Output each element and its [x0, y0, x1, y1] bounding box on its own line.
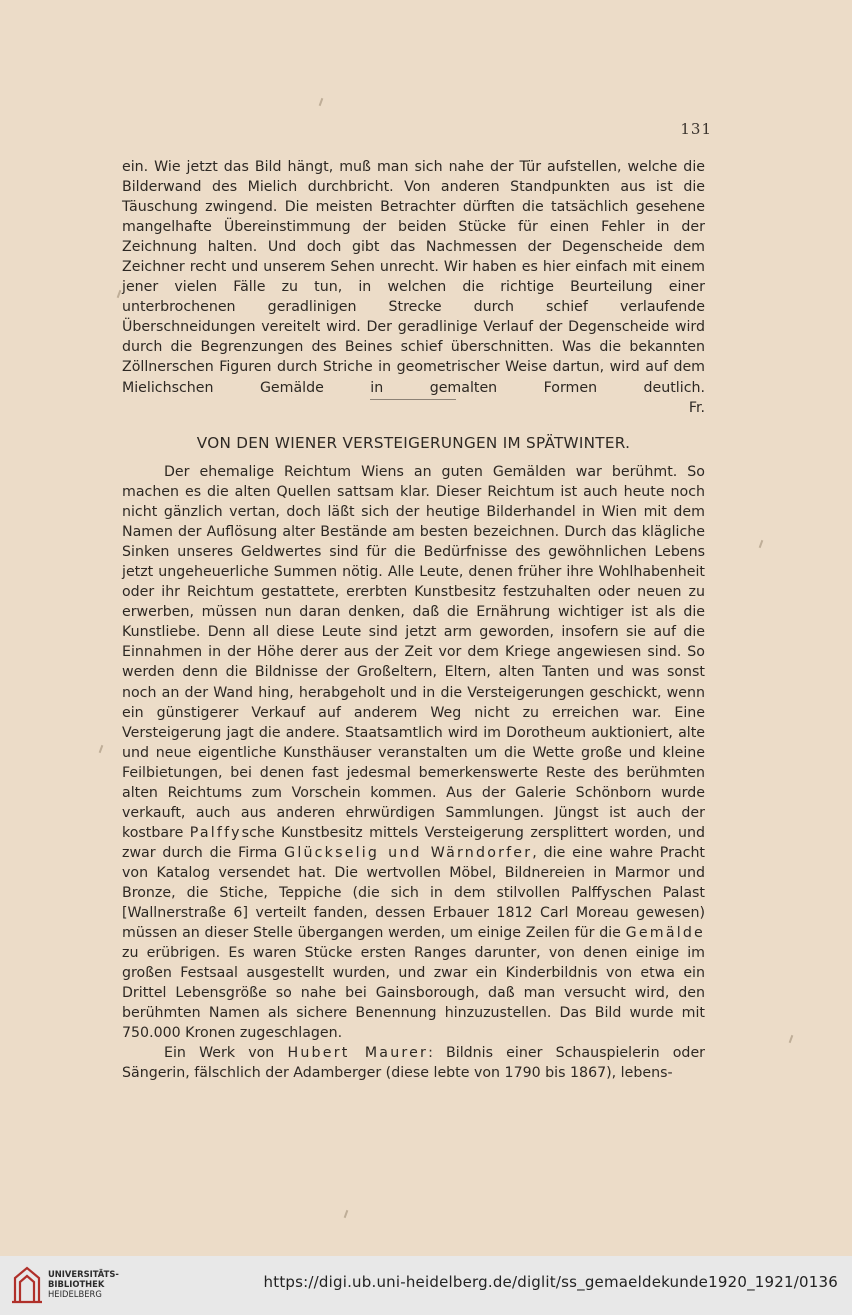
section-heading: VON DEN WIENER VERSTEIGERUNGEN IM SPÄTWINTER. — [196, 434, 631, 452]
spaced-firm-name: Glückselig und Wärndorfer — [284, 844, 533, 861]
paragraph-text: ein. Wie jetzt das Bild hängt, muß man sich nahe der Tür aufstellen, welche die Bilderwand des Mielich durchbricht. Von anderen Standpunkten aus ist die Täuschung zwingend. Die meisten Betrachter dürften die tatsächlich gesehene mangelhafte Übereinstimmung der beiden Stücke für einen Fehler in der Zeichnung halten. Und doch gibt das Nachmessen der Degenscheide dem Zeichner recht und unserem Sehen unrecht. Wir haben es hier einfach mit einem jener vielen Fälle zu tun, in welchen die richtige Beurteilung einer unterbrochenen geradlinigen Strecke durch schief verlaufende Überschneidungen vereitelt wird. Der geradlinige Verlauf der Degenscheide wird durch die Begrenzungen des Beines schief überschnitten. Was die bekannten Zöllnerschen Figuren durch Striche in geometrischer Weise dartun, wird auf dem Mielichschen Gemälde in gemalten Formen deutlich. — [122, 159, 705, 396]
institution-line-3: HEIDELBERG — [48, 1289, 102, 1299]
paper-speck — [319, 98, 324, 106]
paper-speck — [99, 745, 104, 753]
spaced-name-maurer: Hubert Maurer — [287, 1045, 429, 1062]
paragraph-text-part: sche Kunstbesitz mittels Versteigerung zersplittert worden, und zwar durch die Firma — [122, 824, 705, 861]
spaced-name-palffy: Palffy — [189, 824, 242, 841]
paragraph-text-part: zu erübrigen. Es waren Stücke ersten Ranges darunter, von denen einige im großen Festsaal ausgestellt wurden, und zwar ein Kinderbildnis von etwa ein Drittel Lebensgröße so nahe bei Gainsborough, daß man versucht wird, den berühmten Namen als sichere Benennung hinzuzustellen. Das Bild wurde mit 750.000 Kronen zugeschlagen. — [122, 945, 705, 1042]
spaced-word-gemaelde: Gemälde — [625, 925, 705, 942]
institution-line-2: BIBLIOTHEK — [48, 1279, 105, 1289]
library-footer-bar — [0, 1256, 852, 1315]
paper-speck — [759, 540, 764, 548]
page-number: 131 — [680, 120, 712, 138]
paragraph-text-part: Ein Werk von — [164, 1045, 275, 1062]
author-signature: Fr. — [688, 399, 705, 416]
institution-name — [48, 1269, 119, 1299]
paper-speck — [344, 1210, 349, 1218]
body-paragraph-1 — [122, 462, 705, 1043]
body-paragraph-2 — [122, 1043, 705, 1083]
institution-line-1: UNIVERSITÄTS- — [48, 1269, 119, 1279]
paragraph-text-part: : Bildnis einer Schauspielerin oder Sängerin, fälschlich der Adamberger (diese lebte von 1790 bis 1867), lebens- — [122, 1045, 706, 1082]
heidelberg-library-logo-icon — [10, 1264, 44, 1306]
section-divider — [370, 399, 456, 400]
paragraph-text-part: Der ehemalige Reichtum Wiens an guten Gemälden war berühmt. So machen es die alten Quellen sattsam klar. Dieser Reichtum ist auch heute noch nicht gänzlich vertan, doch läßt sich der heutige Bilderhandel in Wien mit dem Namen der Auflösung alter Bestände am besten bezeichnen. Durch das klägliche Sinken unseres Geldwertes sind für die Bedürfnisse des gewöhnlichen Lebens jetzt ungeheuerliche Summen nötig. Alle Leute, denen früher ihre Wohlhabenheit oder ihr Reichtum gestattete, ererbten Kunstbesitz festzuhalten oder neuen zu erwerben, müssen nun daran denken, daß die Ernährung wichtiger ist als die Kunstliebe. Denn all diese Leute sind jetzt arm geworden, insofern sie auf die Einnahmen in der Höhe derer aus der Zeit vor dem Kriege angewiesen sind. So werden denn die Bildnisse der Großeltern, Eltern, alten Tanten und was sonst noch an der Wand hing, herabgeholt und in die Versteigerungen geschickt, wenn ein günstigerer Verkauf auf anderem Weg nicht zu erreichen war. Eine Versteigerung jagt die andere. Staatsamtlich wird im Dorotheum auktioniert, alte und neue eigentliche Kunsthäuser veranstalten um die Wette große und kleine Feilbietungen, bei denen fast jedesmal bemerkenswerte Reste des berühmten alten Reichtums zum Vorschein kommen. Aus der Galerie Schönborn wurde verkauft, auch aus anderen ehrwürdigen Sammlungen. Jüngst ist auch der kostbare — [122, 464, 705, 841]
paragraph-text-part: , die eine wahre Pracht von Katalog versendet hat. Die wertvollen Möbel, Bildnereien in Marmor und Bronze, die Stiche, Teppiche (die sich in dem stilvollen Palffyschen Palast [Wallnerstraße 6] verteilt fanden, dessen Erbauer 1812 Carl Moreau gewesen) müssen an dieser Stelle übergangen werden, um einige Zeilen für die — [122, 844, 705, 942]
paper-speck — [117, 290, 122, 298]
article-body — [122, 462, 705, 1083]
article-end-section — [122, 157, 705, 418]
permalink-url[interactable]: https://digi.ub.uni-heidelberg.de/diglit/ss_gemaeldekunde1920_1921/0136 — [263, 1273, 838, 1291]
paper-speck — [789, 1035, 794, 1043]
